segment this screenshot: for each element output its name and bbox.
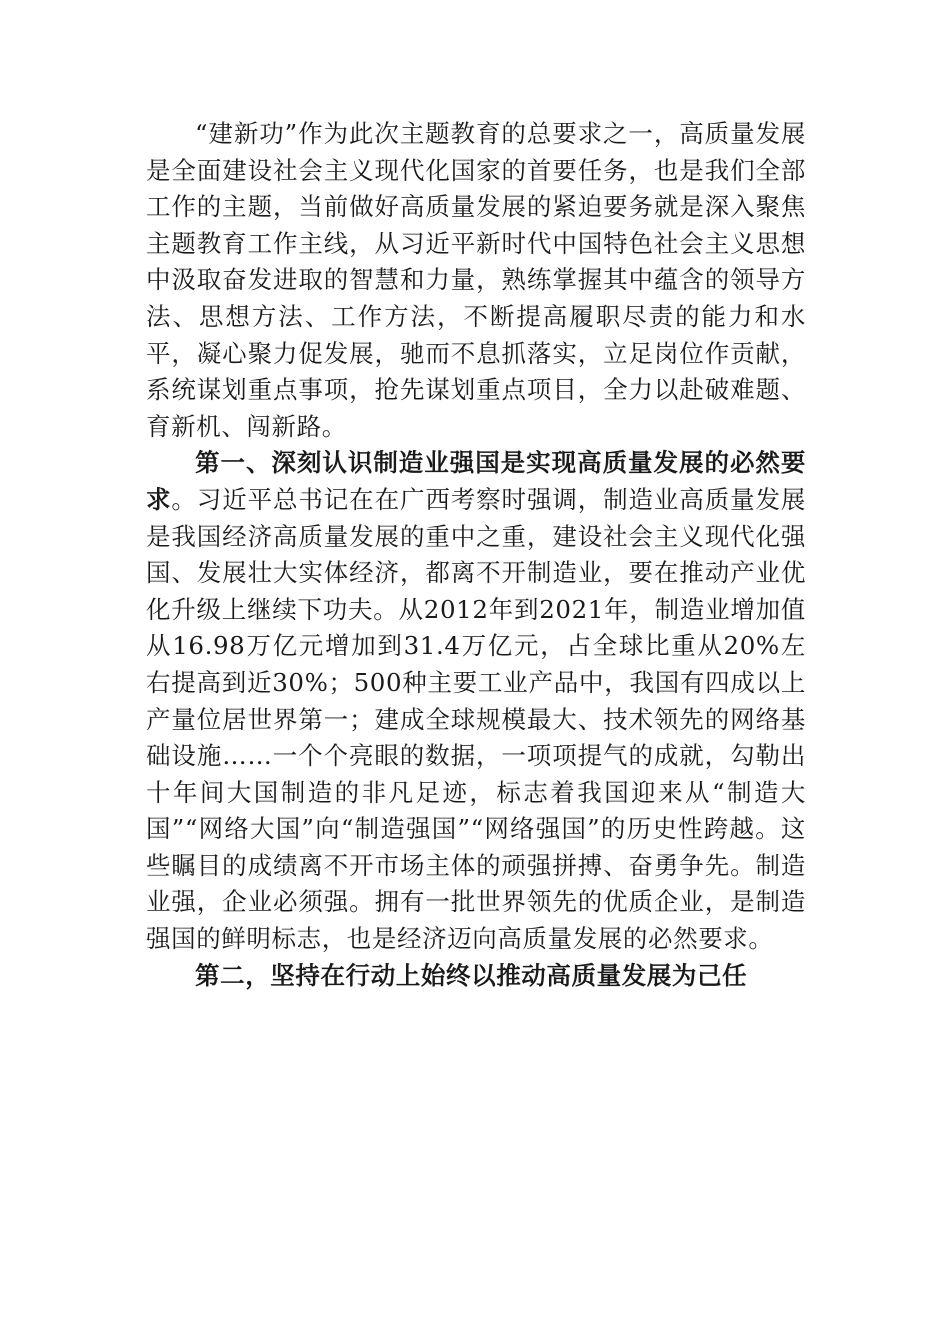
paragraph-body: 。习近平总书记在在广西考察时强调，制造业高质量发展是我国经济高质量发展的重中之重，建设社会主义现代化强国、发展壮大实体经济，都离不开制造业，要在推动产业优化升级上继续下功夫。从2012年到2021年，制造业增加值从16.98万亿元增加到31.4万亿元，占全球比重从20%左右提高到近30%；500种主要工业产品中，我国有四成以上产量位居世界第一；建成全球规模最大、技术领先的网络基础设施……一个个亮眼的数据，一项项提气的成就，勾勒出十年间大国制造的非凡足迹，标志着我国迎来从“制造大国”“网络大国”向“制造强国”“网络强国”的历史性跨越。这些瞩目的成绩离不开市场主体的顽强拼搏、奋勇争先。制造业强，企业必须强。拥有一批世界领先的优质企业，是制造强国的鲜明标志，也是经济迈向高质量发展的必然要求。 [146, 484, 806, 954]
paragraph-heading: 第一、深刻认识制造业强国是实现高质量发展的必然要求 [146, 448, 806, 514]
document-body [146, 116, 806, 994]
paragraph-point-two [146, 958, 806, 995]
paragraph-body: “建新功”作为此次主题教育的总要求之一，高质量发展是全面建设社会主义现代化国家的首要任务，也是我们全部工作的主题，当前做好高质量发展的紧迫要务就是深入聚焦主题教育工作主线，从习近平新时代中国特色社会主义思想中汲取奋发进取的智慧和力量，熟练掌握其中蕴含的领导方法、思想方法、工作方法，不断提高履职尽责的能力和水平，凝心聚力促发展，驰而不息抓落实，立足岗位作贡献，系统谋划重点事项，抢先谋划重点项目，全力以赴破难题、育新机、闯新路。 [146, 119, 806, 441]
paragraph-point-one [146, 445, 806, 957]
paragraph-intro [146, 116, 806, 445]
paragraph-heading: 第二，坚持在行动上始终以推动高质量发展为己任 [195, 960, 748, 990]
